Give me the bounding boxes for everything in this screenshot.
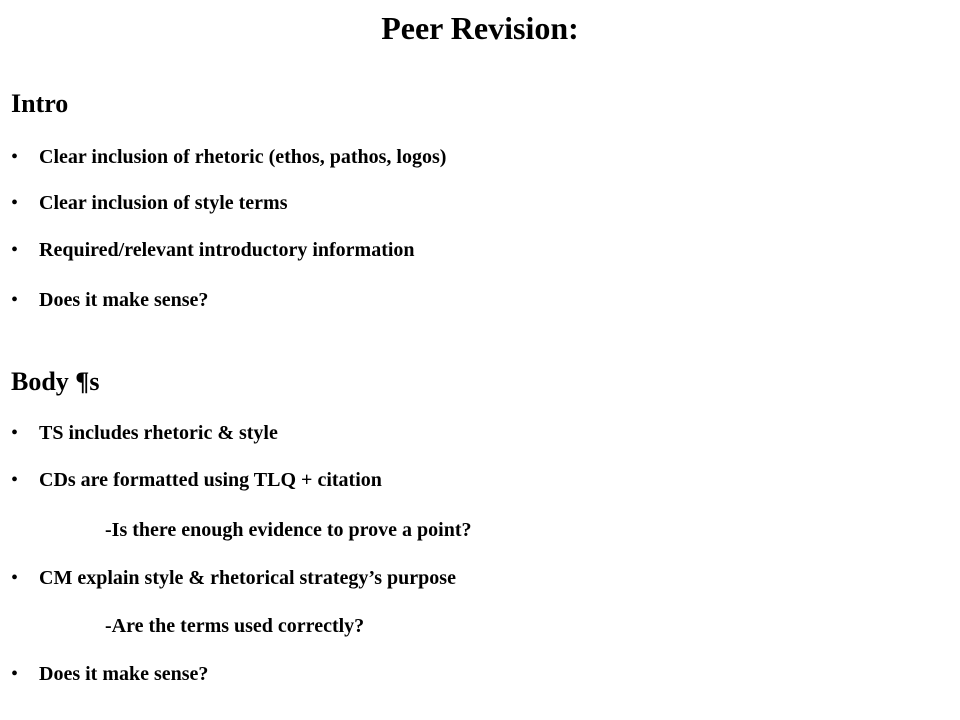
bullet-icon: • — [11, 192, 19, 214]
list-item: CDs are formatted using TLQ + citation — [39, 469, 382, 491]
intro-bullet-sense — [11, 287, 208, 313]
body-heading: Body ¶s — [11, 367, 100, 396]
list-item: Required/relevant introductory information — [39, 239, 415, 261]
body-bullet-cds — [11, 467, 382, 493]
bullet-icon: • — [11, 567, 19, 589]
slide-title: Peer Revision: — [381, 10, 579, 46]
bullet-icon: • — [11, 422, 19, 444]
intro-bullet-info — [11, 237, 415, 263]
bullet-icon: • — [11, 239, 19, 261]
body-bullet-sense — [11, 661, 208, 687]
list-item: Clear inclusion of rhetoric (ethos, pathos, logos) — [39, 146, 447, 168]
intro-heading: Intro — [11, 89, 69, 118]
body-bullet-ts — [11, 420, 278, 446]
bullet-icon: • — [11, 663, 19, 685]
list-item: Does it make sense? — [39, 289, 209, 311]
bullet-icon: • — [11, 146, 19, 168]
intro-bullet-style — [11, 190, 288, 216]
list-item: Clear inclusion of style terms — [39, 192, 288, 214]
body-subitem-terms: -Are the terms used correctly? — [105, 615, 365, 637]
bullet-icon: • — [11, 469, 19, 491]
body-bullet-cm — [11, 565, 456, 591]
intro-bullet-rhetoric — [11, 144, 446, 170]
bullet-icon: • — [11, 289, 19, 311]
list-item: Does it make sense? — [39, 663, 209, 685]
body-subitem-evidence: -Is there enough evidence to prove a point? — [105, 519, 472, 541]
list-item: TS includes rhetoric & style — [39, 422, 278, 444]
list-item: CM explain style & rhetorical strategy’s purpose — [39, 567, 456, 589]
